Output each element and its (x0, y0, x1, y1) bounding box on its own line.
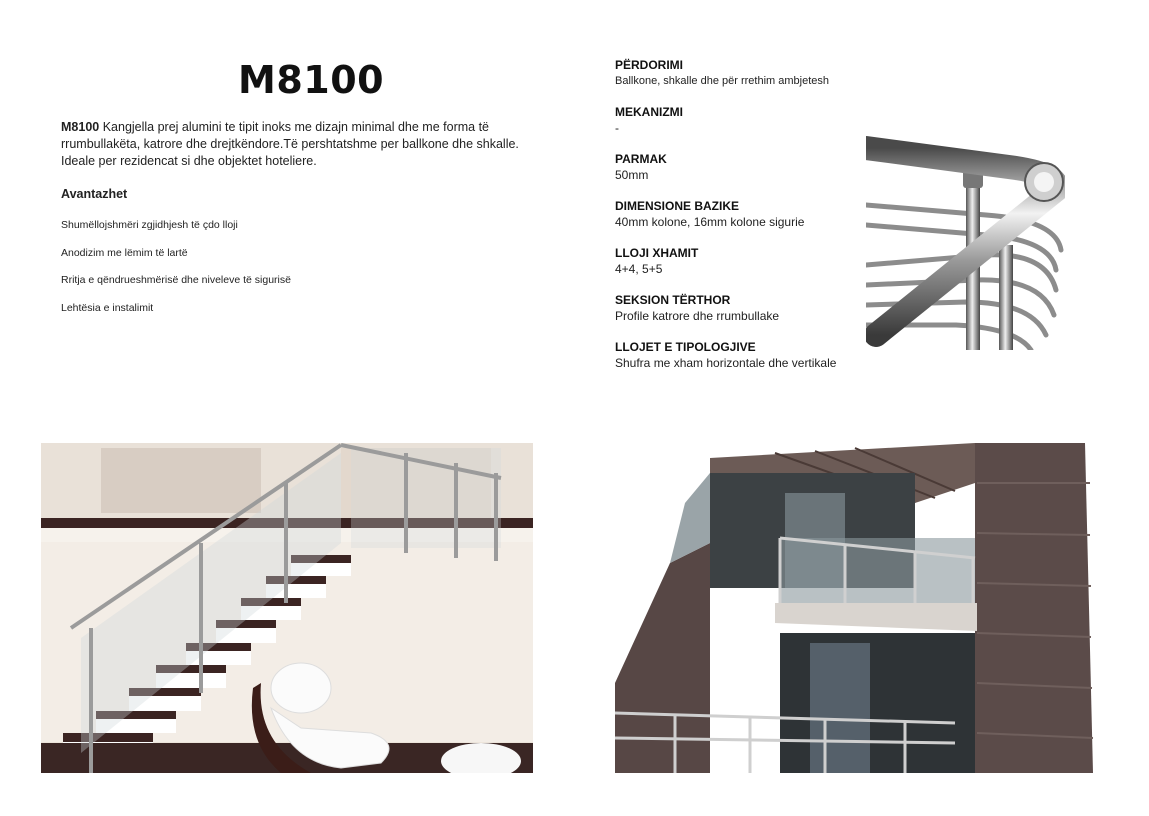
spec-value: Shufra me xham horizontale dhe vertikale (615, 356, 837, 370)
advantage-item: Rritja e qëndrueshmërisë dhe niveleve të sigurisë (61, 274, 291, 286)
product-title: M8100 (238, 58, 385, 102)
building-exterior-image (615, 443, 1108, 773)
spec-usage (615, 58, 865, 89)
spec-label: MEKANIZMI (615, 105, 683, 119)
spec-label: LLOJET E TIPOLOGJIVE (615, 340, 756, 354)
spec-mechanism (615, 105, 865, 136)
specifications-list (615, 58, 865, 387)
spec-cross-section (615, 293, 865, 324)
railing-closeup-image (866, 130, 1065, 350)
spec-value: 50mm (615, 168, 649, 182)
product-description-text: Kangjella prej alumini te tipit inoks me dizajn minimal dhe me forma të rrumbullakëta, katrore dhe drejtkëndore.Të pershtatshme per ballkone dhe shkalle. Ideale per rezidencat si dhe objektet hoteliere. (61, 120, 519, 168)
spec-label: SEKSION TËRTHOR (615, 293, 731, 307)
spec-value: 4+4, 5+5 (615, 262, 663, 276)
spec-handrail (615, 152, 865, 183)
spec-value: Profile katrore dhe rrumbullake (615, 309, 780, 323)
spec-glass-type (615, 246, 865, 277)
staircase-interior-image (41, 443, 533, 773)
product-description (61, 119, 551, 170)
spec-value: 40mm kolone, 16mm kolone sigurie (615, 215, 805, 229)
advantages-heading: Avantazhet (61, 187, 128, 201)
spec-value: Ballkone, shkalle dhe për rrethim ambjetesh (615, 75, 830, 87)
spec-label: LLOJI XHAMIT (615, 246, 699, 260)
spec-value: - (615, 121, 619, 135)
advantage-item: Lehtësia e instalimit (61, 302, 154, 314)
spec-dimensions (615, 199, 865, 230)
advantage-item: Shumëllojshmëri zgjidhjesh të çdo lloji (61, 219, 238, 231)
spec-label: DIMENSIONE BAZIKE (615, 199, 740, 213)
spec-label: PËRDORIMI (615, 58, 684, 72)
spec-typologies (615, 340, 865, 371)
advantage-item: Anodizim me lëmim të lartë (61, 247, 188, 259)
spec-label: PARMAK (615, 152, 667, 166)
product-description-name: M8100 (61, 120, 100, 134)
